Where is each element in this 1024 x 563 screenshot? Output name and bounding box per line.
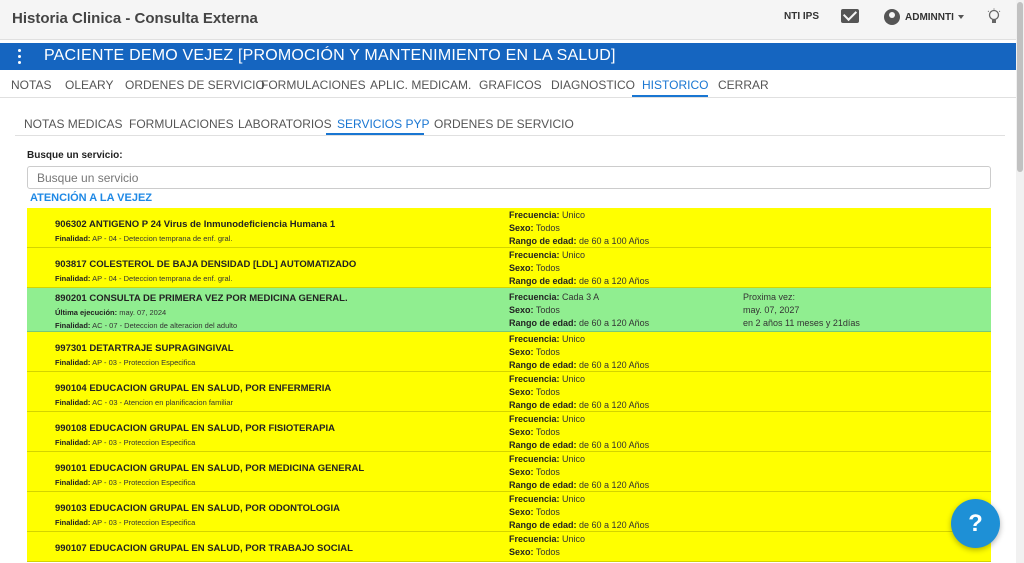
mail-icon[interactable] — [841, 9, 859, 23]
service-sexo: Sexo: Todos — [509, 223, 560, 233]
subtab-notas-medicas[interactable]: NOTAS MEDICAS — [24, 117, 123, 131]
tab-diagnostico[interactable]: DIAGNOSTICO — [551, 78, 636, 92]
search-input[interactable] — [27, 166, 991, 189]
group-title: ATENCIÓN A LA VEJEZ — [30, 192, 153, 204]
tab-oleary[interactable]: OLEARY — [65, 78, 114, 92]
service-rango: Rango de edad: de 60 a 120 Años — [509, 400, 650, 410]
service-row-completed[interactable] — [27, 288, 991, 332]
service-finalidad: Finalidad: AP - 03 - Proteccion Especifica — [55, 518, 196, 527]
service-name: 990107 EDUCACION GRUPAL EN SALUD, POR TRABAJO SOCIAL — [55, 543, 353, 554]
service-sexo: Sexo: Todos — [509, 547, 560, 557]
service-sexo: Sexo: Todos — [509, 263, 560, 273]
service-rango: Rango de edad: de 60 a 100 Años — [509, 236, 650, 246]
service-frecuencia: Frecuencia: Unico — [509, 414, 586, 424]
tab-notas[interactable]: NOTAS — [11, 78, 52, 92]
service-name: 990104 EDUCACION GRUPAL EN SALUD, POR ENFERMERIA — [55, 383, 332, 394]
service-rango: Rango de edad: de 60 a 120 Años — [509, 520, 650, 530]
service-row[interactable] — [27, 208, 991, 248]
service-row[interactable] — [27, 332, 991, 372]
service-rango: Rango de edad: de 60 a 120 Años — [509, 276, 650, 286]
service-frecuencia: Frecuencia: Unico — [509, 334, 586, 344]
user-name: ADMINNTI — [905, 11, 954, 23]
lightbulb-icon[interactable] — [987, 8, 1001, 26]
service-sexo: Sexo: Todos — [509, 507, 560, 517]
service-rango: Rango de edad: de 60 a 120 Años — [509, 318, 650, 328]
service-rango: Rango de edad: de 60 a 120 Años — [509, 360, 650, 370]
service-finalidad: Finalidad: AP - 03 - Proteccion Especifica — [55, 438, 196, 447]
app-title: Historia Clinica - Consulta Externa — [12, 10, 258, 27]
service-row[interactable] — [27, 412, 991, 452]
service-sexo: Sexo: Todos — [509, 305, 560, 315]
service-rango: Rango de edad: de 60 a 100 Años — [509, 440, 650, 450]
service-row[interactable] — [27, 248, 991, 288]
service-name: 903817 COLESTEROL DE BAJA DENSIDAD [LDL] AUTOMATIZADO — [55, 259, 357, 270]
service-frecuencia: Frecuencia: Cada 3 A — [509, 292, 600, 302]
service-sexo: Sexo: Todos — [509, 347, 560, 357]
service-frecuencia: Frecuencia: Unico — [509, 534, 586, 544]
service-finalidad: Finalidad: AC - 03 - Atencion en planificacion familiar — [55, 398, 233, 407]
tab-ordenes-servicio[interactable]: ORDENES DE SERVICIO — [125, 78, 265, 92]
service-name: 997301 DETARTRAJE SUPRAGINGIVAL — [55, 343, 234, 354]
service-ultima-ejecucion: Última ejecución: may. 07, 2024 — [55, 308, 167, 317]
next-date: may. 07, 2027 — [743, 305, 800, 315]
scrollbar-thumb[interactable] — [1017, 2, 1023, 172]
tab-cerrar[interactable]: CERRAR — [718, 78, 769, 92]
service-row[interactable] — [27, 492, 991, 532]
service-name: 890201 CONSULTA DE PRIMERA VEZ POR MEDICINA GENERAL. — [55, 293, 348, 304]
service-name: 990108 EDUCACION GRUPAL EN SALUD, POR FISIOTERAPIA — [55, 423, 335, 434]
tab-graficos[interactable]: GRAFICOS — [479, 78, 542, 92]
service-row[interactable] — [27, 452, 991, 492]
service-rango: Rango de edad: de 60 a 120 Años — [509, 480, 650, 490]
subtab-formulaciones[interactable]: FORMULACIONES — [129, 117, 234, 131]
service-list — [27, 208, 991, 562]
service-frecuencia: Frecuencia: Unico — [509, 250, 586, 260]
search-label: Busque un servicio: — [27, 150, 123, 161]
subtab-laboratorios[interactable]: LABORATORIOS — [238, 117, 332, 131]
service-finalidad: Finalidad: AP - 03 - Proteccion Especifica — [55, 358, 196, 367]
page-scrollbar[interactable] — [1016, 0, 1024, 563]
next-date-remaining: en 2 años 11 meses y 21días — [743, 318, 860, 328]
help-button[interactable]: ? — [951, 499, 1000, 548]
service-finalidad: Finalidad: AP - 04 - Deteccion temprana de enf. gral. — [55, 234, 233, 243]
service-name: 990103 EDUCACION GRUPAL EN SALUD, POR ODONTOLOGIA — [55, 503, 341, 514]
service-frecuencia: Frecuencia: Unico — [509, 374, 586, 384]
tab-aplic-medicam[interactable]: APLIC. MEDICAM. — [370, 78, 472, 92]
service-frecuencia: Frecuencia: Unico — [509, 494, 586, 504]
tab-formulaciones[interactable]: FORMULACIONES — [261, 78, 366, 92]
patient-name: PACIENTE DEMO VEJEZ [PROMOCIÓN Y MANTENIMIENTO EN LA SALUD] — [44, 47, 616, 64]
service-sexo: Sexo: Todos — [509, 427, 560, 437]
service-sexo: Sexo: Todos — [509, 387, 560, 397]
subtab-servicios-pyp[interactable]: SERVICIOS PYP — [337, 117, 430, 131]
service-frecuencia: Frecuencia: Unico — [509, 454, 586, 464]
service-frecuencia: Frecuencia: Unico — [509, 210, 586, 220]
chevron-down-icon — [958, 15, 964, 19]
user-menu[interactable] — [884, 8, 964, 26]
app-header — [0, 0, 1016, 40]
service-finalidad: Finalidad: AC - 07 - Deteccion de alteracion del adulto — [55, 321, 238, 330]
subtab-ordenes-servicio[interactable]: ORDENES DE SERVICIO — [434, 117, 574, 131]
service-row[interactable] — [27, 372, 991, 412]
sub-tabs — [15, 112, 1005, 136]
active-subtab-indicator — [326, 133, 424, 135]
service-finalidad: Finalidad: AP - 04 - Deteccion temprana de enf. gral. — [55, 274, 233, 283]
main-tabs — [0, 72, 1016, 98]
patient-bar — [0, 43, 1016, 70]
service-name: 990101 EDUCACION GRUPAL EN SALUD, POR MEDICINA GENERAL — [55, 463, 365, 474]
active-tab-indicator — [632, 95, 708, 97]
service-sexo: Sexo: Todos — [509, 467, 560, 477]
service-name: 906302 ANTIGENO P 24 Virus de Inmunodeficiencia Humana 1 — [55, 219, 336, 230]
next-date-label: Proxima vez: — [743, 292, 796, 302]
account-icon — [884, 9, 900, 25]
more-vert-icon[interactable] — [17, 49, 21, 64]
tab-historico[interactable]: HISTORICO — [642, 78, 709, 92]
organization-label[interactable]: NTI IPS — [784, 11, 820, 22]
service-finalidad: Finalidad: AP - 03 - Proteccion Especifica — [55, 478, 196, 487]
service-row[interactable] — [27, 532, 991, 562]
